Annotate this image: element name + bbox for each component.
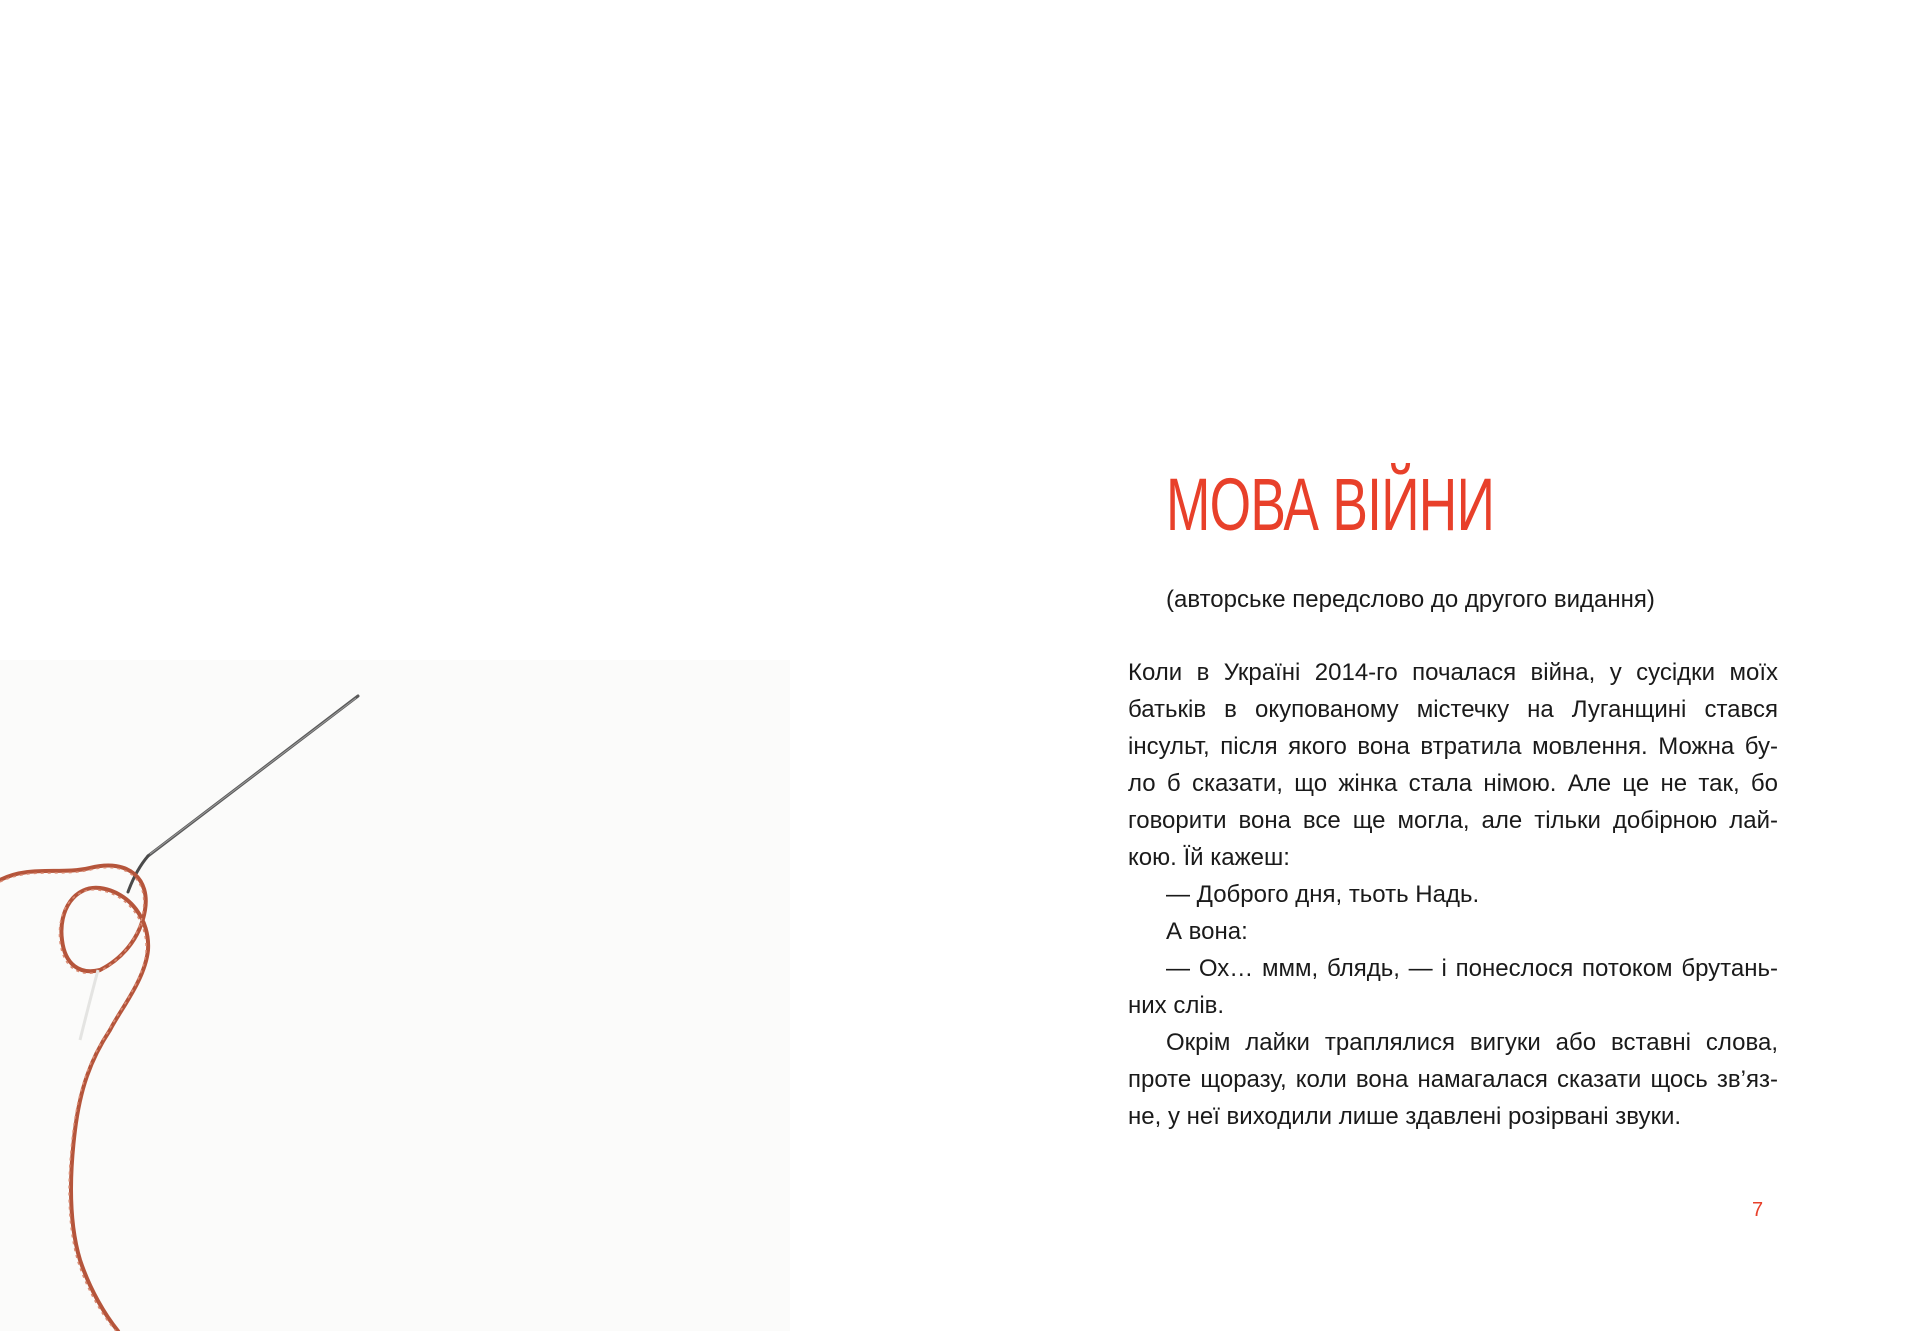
chapter-title: МОВА ВІЙНИ [1166, 463, 1495, 546]
body-text [1128, 654, 1778, 1135]
page-number: 7 [1752, 1199, 1764, 1221]
text-line: інсульт, після якого вона втратила мовлення. Можна бу- [1128, 733, 1778, 760]
text-line: говорити вона все ще могла, але тільки добірною лай- [1128, 807, 1778, 834]
chapter-subtitle: (авторське передслово до другого видання) [1166, 586, 1655, 613]
dialogue-line: — Ох… ммм, блядь, — і понеслося потоком брутань- [1166, 955, 1778, 982]
needle-and-thread-icon [0, 660, 790, 1331]
text-line: проте щоразу, коли вона намагалася сказати щось зв’яз- [1128, 1066, 1778, 1093]
text-line: Коли в Україні 2014-го почалася війна, у сусідки моїх [1128, 659, 1778, 686]
text-line: А вона: [1166, 918, 1248, 945]
text-line: ло б сказати, що жінка стала німою. Але це не так, бо [1128, 770, 1778, 797]
text-line: кою. Їй кажеш: [1128, 844, 1290, 871]
dialogue-line: — Доброго дня, тьоть Надь. [1166, 881, 1480, 908]
text-line: них слів. [1128, 992, 1225, 1019]
left-page-illustration [0, 660, 790, 1331]
text-line: Окрім лайки траплялися вигуки або вставні слова, [1166, 1029, 1778, 1056]
text-line: не, у неї виходили лише здавлені розірвані звуки. [1128, 1103, 1682, 1130]
text-line: батьків в окупованому містечку на Луганщині стався [1128, 696, 1778, 723]
